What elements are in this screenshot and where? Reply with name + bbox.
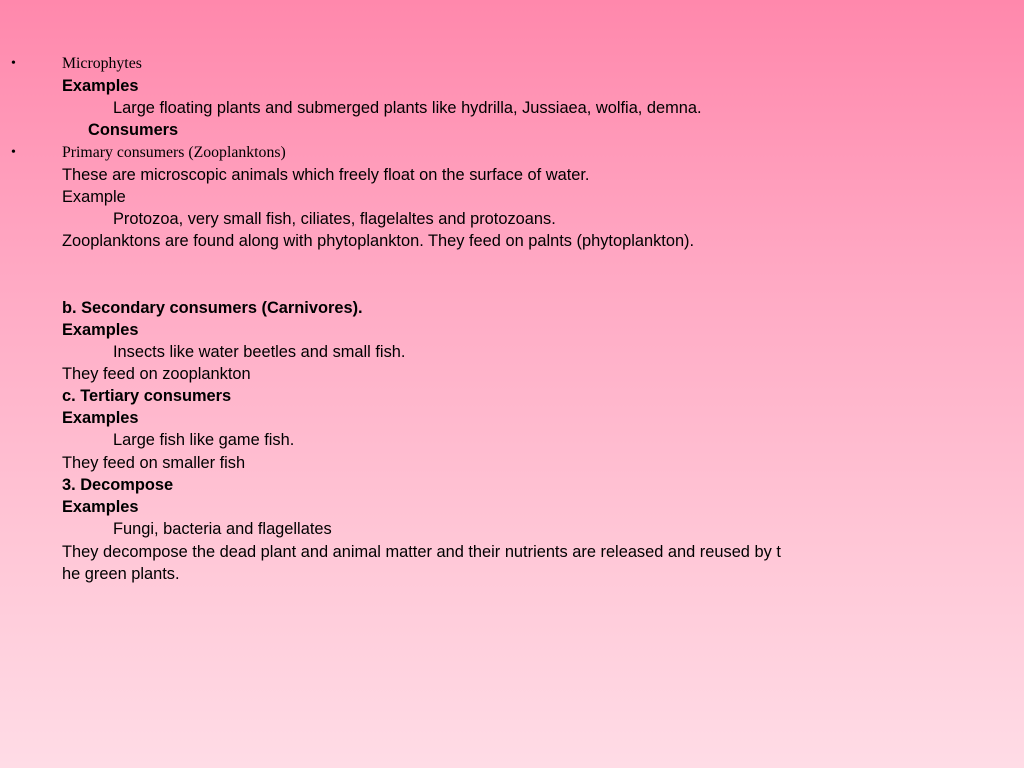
microphytes-heading: Microphytes (62, 55, 142, 72)
examples-label-5: Examples (62, 498, 139, 516)
bullet-microphytes: • (11, 56, 16, 71)
fungi-text: Fungi, bacteria and flagellates (113, 520, 332, 538)
zooplanktons-found-text: Zooplanktons are found along with phytoplankton. They feed on palnts (phytoplankton). (62, 232, 695, 250)
large-fish-text: Large fish like game fish. (113, 431, 295, 449)
microscopic-animals-text: These are microscopic animals which freely float on the surface of water. (62, 166, 590, 184)
tertiary-consumers-heading: c. Tertiary consumers (62, 387, 232, 405)
decompose-dead-text-line-2: he green plants. (62, 565, 180, 583)
examples-label-3: Examples (62, 321, 139, 339)
secondary-consumers-heading: b. Secondary consumers (Carnivores). (62, 299, 363, 317)
example-label-2: Example (62, 188, 126, 206)
protozoa-text: Protozoa, very small fish, ciliates, flagelaltes and protozoans. (113, 210, 556, 228)
feed-smaller-fish-text: They feed on smaller fish (62, 454, 246, 472)
insects-text: Insects like water beetles and small fish. (113, 343, 406, 361)
large-floating-plants-text: Large floating plants and submerged plants like hydrilla, Jussiaea, wolfia, demna. (113, 99, 702, 117)
decompose-dead-text-line-1: They decompose the dead plant and animal matter and their nutrients are released and reused by t (62, 543, 781, 561)
examples-label-4: Examples (62, 409, 139, 427)
feed-zooplankton-text: They feed on zooplankton (62, 365, 251, 383)
decompose-heading: 3. Decompose (62, 476, 174, 494)
bullet-primary-consumers: • (11, 145, 16, 160)
primary-consumers-heading: Primary consumers (Zooplanktons) (62, 144, 286, 161)
examples-label-1: Examples (62, 77, 139, 95)
consumers-heading: Consumers (88, 121, 179, 139)
